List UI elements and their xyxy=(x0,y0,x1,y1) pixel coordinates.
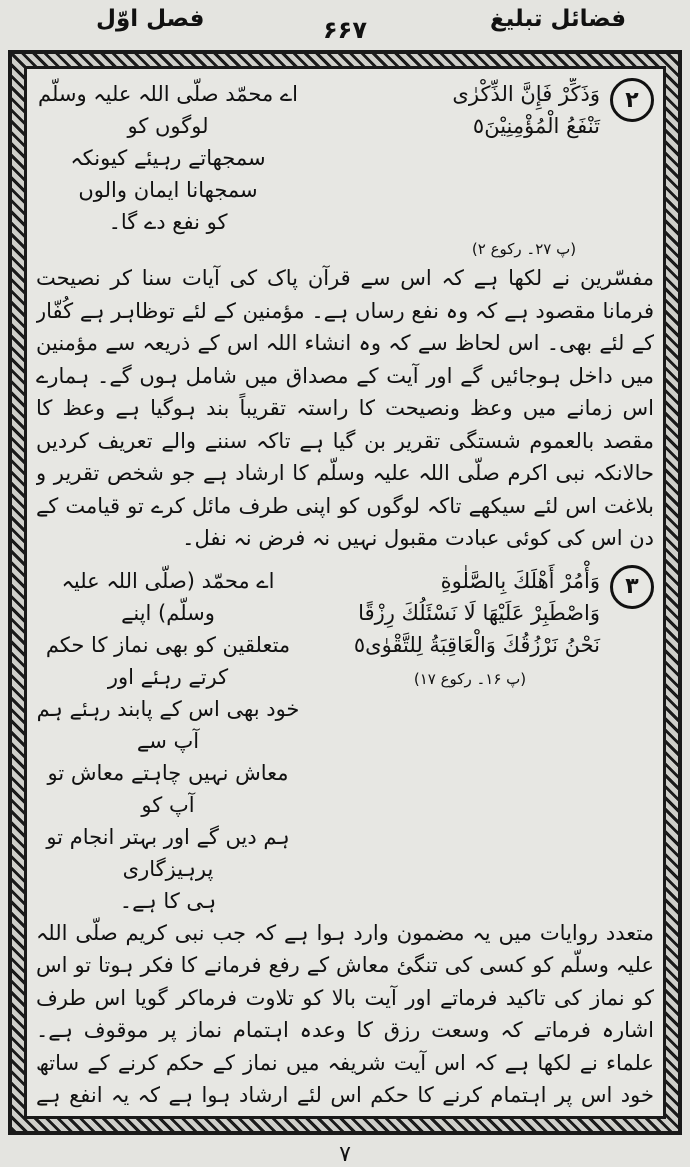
commentary-3 xyxy=(36,917,654,1109)
commentary-line: مفسّرین نے لکھا ہے کہ اس سے قرآن پاک کی آیات سنا کر نصیحت فرمانا مقصود ہے xyxy=(36,266,654,323)
commentary-line: تنگئ معاش کے رفع فرمانے کا فکر ہوتا تو اس کو نماز کی تاکید فرماتے اور آیت بالا کو تلاوت xyxy=(36,953,654,1010)
commentary-line: فرماکر گویا اس طرف اشارہ فرماتے کہ وسعت رزق کا وعدہ اہتمام نماز پر موقوف ہے۔ علماء xyxy=(36,985,654,1075)
book-title: فضائل تبلیغ xyxy=(489,6,626,32)
section-3 xyxy=(36,565,654,917)
section-number-2: ۲ xyxy=(610,78,654,122)
commentary-line: نے لکھا ہے کہ اس آیت شریفہ میں نماز کے حکم کرنے کے ساتھ خود اس پر اہتمام کرنے کا xyxy=(36,1050,654,1107)
commentary-line: کرے تو قیامت کے دن اس کی کوئی عبادت مقبول نہیں نہ فرض نہ نفل۔ xyxy=(36,493,654,550)
commentary-line: کہ وہ نفع رساں ہے۔ مؤمنین کے لئے توظاہر ہے کُفّار کے لئے بھی۔ اس لحاظ سے کہ وہ xyxy=(36,298,654,355)
commentary-2 xyxy=(36,262,654,555)
verse-line: وَأْمُرْ أَهْلَكَ بِالصَّلٰوةِ xyxy=(440,568,600,593)
commentary-line: حکم اس لئے ارشاد ہوا ہے کہ یہ انفع ہے xyxy=(36,1083,409,1107)
page-content xyxy=(36,78,654,1108)
chapter-title: فصل اوّل xyxy=(96,6,205,32)
section-number-3: ۳ xyxy=(610,565,654,609)
commentary-line: وعظ کا مقصد بالعموم شستگی تقریر بن گیا ہے تاکہ سننے والے تعریف کردیں حالانکہ نبی اکرم صلّی xyxy=(36,396,654,485)
verse-reference-2: (پ ۲۷۔ رکوع ۲) xyxy=(471,240,577,258)
translation-line: کو نفع دے گا۔ xyxy=(108,210,228,234)
commentary-line: شامل ہوں گے۔ ہمارے اس زمانے میں وعظ ونصیحت کا راستہ تقریباً بند ہوگیا ہے xyxy=(36,363,654,420)
translation-line: سمجھاتے رہیئے کیونکہ سمجھانا ایمان والوں xyxy=(70,146,266,202)
page-number: ۶۶۷ xyxy=(323,16,367,44)
translation-2 xyxy=(36,78,300,238)
verse-line: تَنْفَعُ الْمُؤْمِنِيْنَ٥ xyxy=(472,114,600,138)
translation-line: معاش نہیں چاہتے معاش تو آپ کو xyxy=(47,760,289,817)
translation-line: اے محمّد صلّی اللہ علیہ وسلّم لوگوں کو xyxy=(37,82,299,138)
verse-line: وَذَكِّرْ فَإِنَّ الذِّكْرٰى xyxy=(452,82,600,106)
translation-3 xyxy=(36,565,300,917)
translation-line: ہی کا ہے۔ xyxy=(119,888,217,913)
signature-mark: ۷ xyxy=(339,1142,351,1167)
verse-line: وَاصْطَبِرْ عَلَيْهَا لَا نَسْئَلُكَ رِزْقًا xyxy=(358,600,600,625)
commentary-line: انشاء اللہ اس کے ذریعہ سے مؤمنین میں داخل ہوجائیں گے اور آیت کے مصداق میں xyxy=(36,331,654,388)
verse-reference-3: (پ ۱۶۔ رکوع ۱۷) xyxy=(413,669,527,688)
translation-line: متعلقین کو بھی نماز کا حکم کرتے رہئے اور xyxy=(45,632,291,689)
translation-line: اے محمّد (صلّی اللہ علیہ وسلّم) اپنے xyxy=(61,568,275,625)
verse-line: نَحْنُ نَرْزُقُكَ وَالْعَاقِبَةُ لِلتَّقْوٰى٥ xyxy=(353,632,600,657)
commentary-line: اللہ علیہ وسلّم کا ارشاد ہے جو شخص تقریر و بلاغت اس لئے سیکھے تاکہ لوگوں کو اپنی طرف مائل xyxy=(36,461,654,518)
translation-line: ہم دیں گے اور بہتر انجام تو پرہیزگاری xyxy=(46,824,290,881)
quran-verse-2 xyxy=(300,78,600,142)
section-2 xyxy=(36,78,654,238)
translation-line: خود بھی اس کے پابند رہئے ہم آپ سے xyxy=(36,696,300,753)
commentary-line: متعدد روایات میں یہ مضمون وارد ہوا ہے کہ جب نبی کریم صلّی اللہ علیہ وسلّم کو کسی کی xyxy=(36,920,654,977)
quran-verse-3 xyxy=(300,565,600,699)
